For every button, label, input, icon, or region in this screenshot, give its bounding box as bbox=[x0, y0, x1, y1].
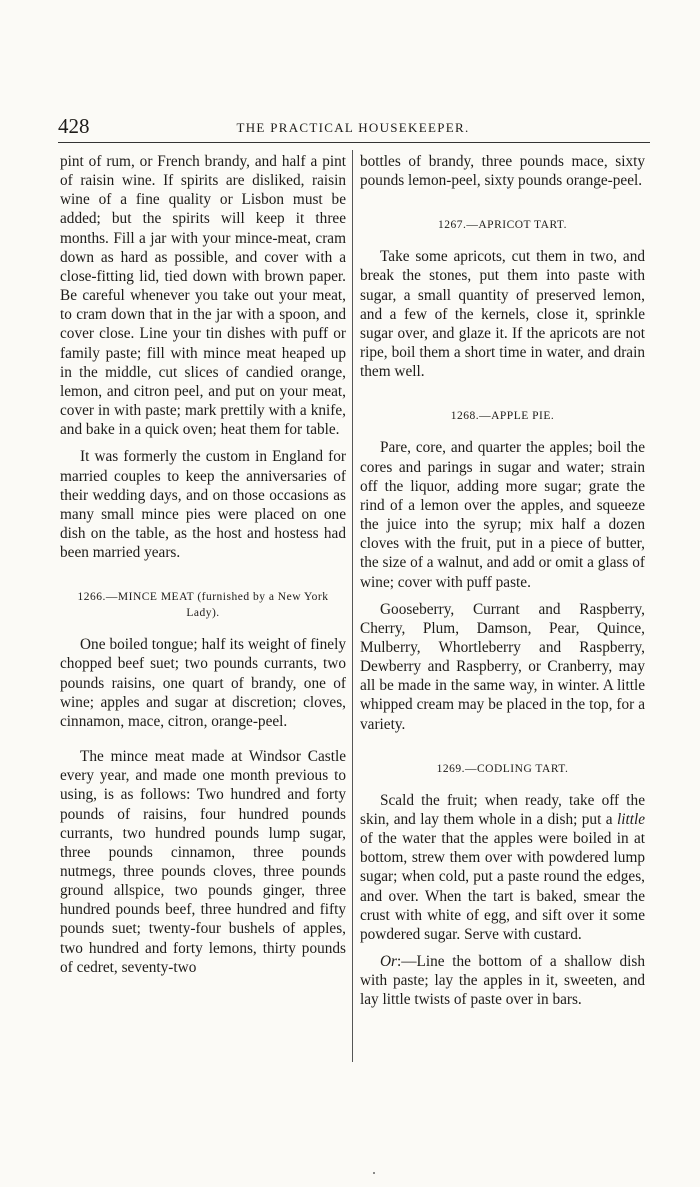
italic-text: little bbox=[616, 810, 645, 828]
custom-paragraph: It was formerly the custom in England for married couples to keep the anniversaries of their wedding days, and on those occasions as many small mince pies were placed on one dish on the table, as the host and hostess had been married years. bbox=[60, 448, 346, 562]
italic-text: Or bbox=[380, 953, 397, 970]
running-head: THE PRACTICAL HOUSEKEEPER. bbox=[236, 120, 470, 135]
recipe-title: —MINCE MEAT bbox=[105, 591, 194, 604]
recipe-heading-1266 bbox=[60, 589, 346, 621]
text-run: of the water that the apples were boiled in at bottom, strew them over with powdered lump sugar; when cold, put a paste round the edges, and over. When the tart is baked, smear the crust with white of egg, and sift over it some powdered sugar. Serve with custard. bbox=[360, 830, 645, 943]
recipe-subtitle: (furnished by a New York bbox=[197, 591, 329, 604]
recipe-paragraph: Take some apricots, cut them in two, and break the stones, put them into paste with sugar, a small quantity of preserved lemon, and a few of the kernels, close it, sprinkle sugar over, and glaze it. If the apricots are not ripe, boil them a short time in water, and drain them well. bbox=[360, 248, 645, 381]
recipe-paragraph bbox=[360, 791, 645, 944]
text-run: Scald the fruit; when ready, take off the skin, and lay them whole in a dish; put a bbox=[360, 791, 645, 828]
recipe-paragraph: The mince meat made at Windsor Castle every year, and made one month previous to using, is as follows: Two hundred and forty pounds of raisins, four hundred pounds currants, two hundred pounds lump sugar, three pounds cinnamon, three pounds nutmegs, three pounds cloves, three pounds ground allspice, two pounds ginger, three hundred pounds beef, three hundred and fifty pounds suet; twenty-four bushels of apples, two hundred and forty lemons, thirty pounds of cedret, seventy-two bbox=[60, 748, 346, 976]
page-number: 428 bbox=[58, 114, 90, 138]
header-rule bbox=[58, 142, 650, 143]
column-divider bbox=[352, 150, 353, 1062]
recipe-paragraph: Gooseberry, Currant and Raspberry, Cherry, Plum, Damson, Pear, Quince, Mulberry, Whortleberry and Raspberry, Dewberry and Raspberry, or Cranberry, may all be made in the same way, in winter. A little whipped cream may be placed in the top, for a variety. bbox=[360, 600, 645, 733]
recipe-heading-1268: 1268.—APPLE PIE. bbox=[450, 410, 555, 423]
print-speck bbox=[373, 1172, 375, 1174]
recipe-paragraph bbox=[360, 952, 645, 1009]
recipe-subtitle-cont: Lady). bbox=[186, 607, 220, 620]
page-header bbox=[58, 114, 648, 144]
continued-paragraph: bottles of brandy, three pounds mace, sixty pounds lemon-peel, sixty pounds orange-peel. bbox=[360, 153, 645, 190]
right-column bbox=[360, 152, 645, 1009]
text-run: :—Line the bottom of a shallow dish with paste; lay the apples in it, sweeten, and lay little twists of paste over in bars. bbox=[360, 953, 645, 1009]
recipe-paragraph: Pare, core, and quarter the apples; boil the cores and parings in sugar and water; strain off the liquor, adding more sugar; grate the rind of a lemon over the apples, and squeeze the juice into the syrup; mix half a dozen cloves with the fruit, put in a piece of butter, the size of a walnut, and add or omit a glass of wine; cover with puff paste. bbox=[360, 439, 645, 591]
recipe-paragraph: One boiled tongue; half its weight of finely chopped beef suet; two pounds currants, two pounds raisins, one quart of brandy, one of wine; apples and sugar at discretion; cloves, cinnamon, mace, citron, orange-peel. bbox=[60, 636, 346, 730]
continued-paragraph: pint of rum, or French brandy, and half a pint of raisin wine. If spirits are disliked, raisin wine of a fine quality or Lisbon must be added; but the spirits will keep it three months. Fill a jar with your mince-meat, cram down as hard as possible, and cover with a close-fitting lid, tied down with brown paper. Be careful whenever you take out your meat, to cram down that in the jar with a spoon, and cover close. Line your tin dishes with puff or family paste; fill with mince meat heaped up in the middle, cut slices of candied orange, lemon, and citron peel, and put on your meat, cover in with paste; mark prettily with a knife, and bake in a quick oven; heat them for table. bbox=[60, 153, 346, 439]
recipe-number: 1266. bbox=[77, 591, 106, 604]
recipe-heading-1267: 1267.—APRICOT TART. bbox=[438, 219, 567, 232]
left-column bbox=[60, 152, 346, 977]
recipe-heading-1269: 1269.—CODLING TART. bbox=[436, 762, 569, 775]
